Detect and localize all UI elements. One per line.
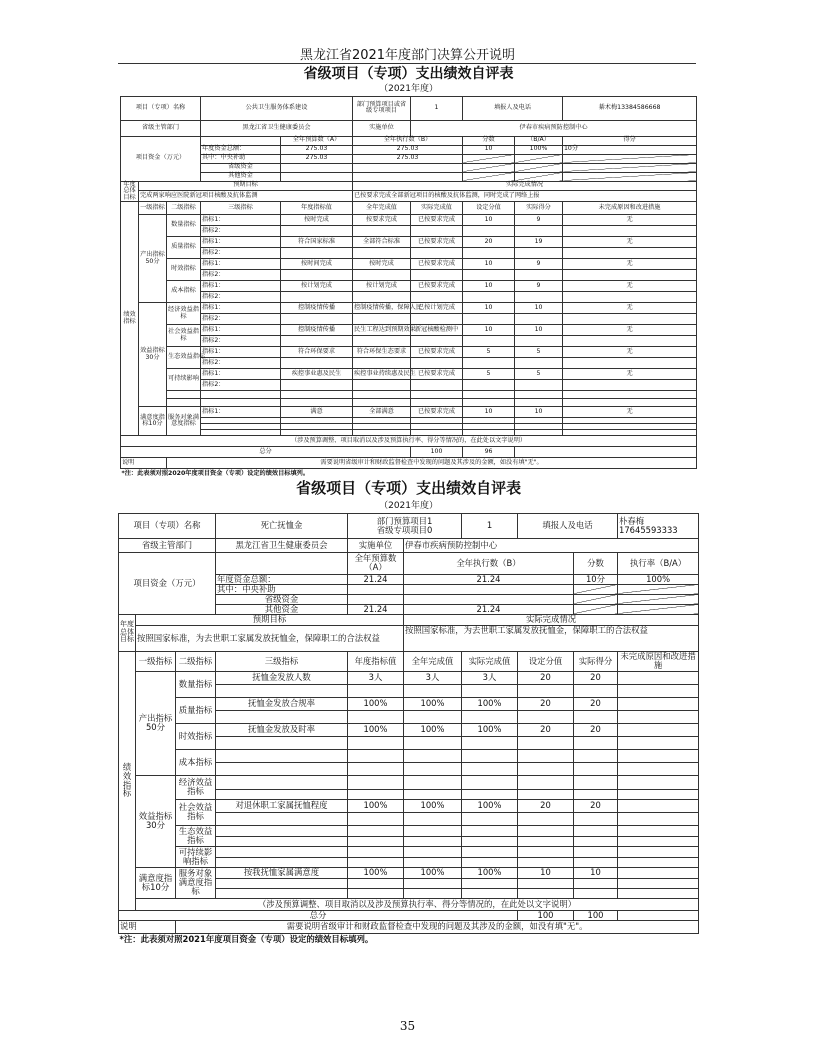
output-label: 产出指标50分: [139, 215, 167, 303]
ind1: 指标1：: [201, 281, 281, 292]
ind1: 指标1：: [201, 259, 281, 270]
cell: 控制疫情传播: [281, 325, 353, 336]
output-label: 产出指标50分: [136, 671, 176, 775]
cell: 100%: [462, 867, 518, 878]
ind2: 指标2：: [201, 226, 281, 237]
funds-label: 项目资金（万元）: [121, 136, 201, 181]
ind2: 指标2：: [201, 336, 281, 347]
h-setscore: 设定分值: [463, 202, 515, 215]
goal-actual-hdr: 实际完成情况: [404, 614, 699, 625]
cell: 100%: [348, 723, 404, 736]
cell: 无: [563, 325, 697, 336]
cell: 100%: [348, 697, 404, 710]
footnote: *注：此表须对照2020年度项目资金（专项）设定的绩效目标填列。: [121, 470, 310, 477]
table-year: （2021年度）: [379, 84, 439, 95]
diag-cell: [618, 594, 699, 604]
cell: 全部满意: [353, 407, 411, 418]
cell: 满意: [281, 407, 353, 418]
cell: 无: [563, 347, 697, 358]
cell: 10: [515, 303, 563, 314]
ind1: 指标1：: [201, 303, 281, 314]
cell: 无: [563, 237, 697, 248]
diag-cell: [574, 594, 618, 604]
cell: 10: [463, 281, 515, 292]
eco-label: 生态效益指标: [176, 825, 216, 846]
cell: 20: [518, 671, 574, 684]
impl-label: 实施单位: [348, 538, 404, 552]
cell: 3人: [462, 671, 518, 684]
col-get: 得分: [563, 136, 697, 145]
quality-label: 质量指标: [167, 237, 201, 259]
cell: 抚恤金发放及时率: [216, 723, 348, 736]
ind2: 指标2：: [201, 380, 281, 391]
col-score: 分数: [574, 552, 618, 574]
goal-expected: 完成两家响应医院新冠项目核酸及抗体监测: [139, 190, 353, 201]
proj-name: 公共卫生服务体系建设: [201, 96, 353, 120]
cell: 新冠核酸检测中: [411, 325, 463, 336]
diag-cell: [463, 154, 515, 163]
cell: 全部符合标准: [353, 237, 411, 248]
cell: 已按要求完成: [411, 369, 463, 380]
row-total-b: 21.24: [404, 574, 574, 584]
contact-value: 朴春梅 17645593333: [618, 513, 699, 538]
cell: 按要求完成: [353, 215, 411, 226]
econ-label: 经济效益指标: [167, 303, 201, 325]
h-l3: 三级指标: [216, 651, 348, 671]
h-reason: 未完成原因和改进措施: [563, 202, 697, 215]
h-done: 全年完成值: [404, 651, 462, 671]
diag-cell: [574, 604, 618, 614]
proj-label: 项目（专项）名称: [119, 513, 216, 538]
cell: 按计划完成: [281, 281, 353, 292]
cell: 5: [463, 369, 515, 380]
ind2: 指标2：: [201, 358, 281, 369]
qty-label: 数量指标: [167, 215, 201, 237]
cell: 100%: [404, 723, 462, 736]
cost-label: 成本指标: [176, 749, 216, 775]
note-explain: （涉及预算调整、项目取消以及涉及预算执行率、得分等情况的，在此处以文字说明）: [121, 436, 697, 447]
h-target: 年度指标值: [281, 202, 353, 215]
cell: 10: [518, 867, 574, 878]
cell: 20: [463, 237, 515, 248]
ind2: 指标2：: [201, 314, 281, 325]
page-number: 35: [399, 1019, 416, 1033]
dept-item-label: 部门预算项目1 省级专项项目0: [348, 513, 462, 538]
h-reason: 未完成原因和改进措施: [618, 651, 699, 671]
ind1: 指标1：: [201, 407, 281, 418]
cell: 无: [563, 215, 697, 226]
cell: 10: [463, 215, 515, 226]
cell: 符合国家标准: [281, 237, 353, 248]
diag-cell: [515, 172, 563, 181]
col-budget: 全年预算数（A）: [281, 136, 353, 145]
cell: 疾控事业惠及民生: [281, 369, 353, 380]
goal-expected-hdr: 预期目标: [139, 181, 353, 190]
cell: 已按要求完成: [411, 237, 463, 248]
cell: 对退休职工家属抚恤程度: [216, 799, 348, 812]
sust-label: 可持续影响: [167, 369, 201, 391]
social-label: 社会效益指标: [176, 799, 216, 825]
cell: 9: [515, 215, 563, 226]
row-total-score: 10: [463, 145, 515, 154]
perf-table-2: [118, 478, 699, 945]
cell: 已按要求完成: [411, 347, 463, 358]
goal-label: 年度总体目标: [121, 181, 139, 202]
satisfy-label: 服务对象满意度指标: [176, 867, 216, 898]
cell: 20: [574, 671, 618, 684]
dept-item-value: 1: [462, 513, 518, 538]
cell: 9: [515, 281, 563, 292]
cell: 19: [515, 237, 563, 248]
col-budget: 全年预算数（A）: [348, 552, 404, 574]
diag-cell: [618, 584, 699, 594]
col-rate: （B/A）: [515, 136, 563, 145]
h-actual: 实际完成值: [462, 651, 518, 671]
time-label: 时效指标: [167, 259, 201, 281]
row-other-b: 21.24: [404, 604, 574, 614]
goal-actual: 按照国家标准，为去世职工家属发放抚恤金，保障职工的合法权益: [404, 625, 699, 651]
econ-label: 经济效益指标: [176, 775, 216, 799]
dept-item-value: 1: [411, 96, 463, 120]
remark-label: 说明: [119, 920, 176, 933]
satis-label: 满意度指标10分: [139, 407, 167, 436]
table-title: 省级项目（专项）支出绩效自评表: [296, 479, 522, 498]
diag-cell: [563, 172, 697, 181]
h-score: 实际得分: [515, 202, 563, 215]
cell: 民生工程达到预期效果: [353, 325, 411, 336]
goal-actual: 已按要求完成全部新冠项目的核酸及抗体监测，同时完成了网络上报: [353, 190, 697, 201]
cell: 100%: [404, 867, 462, 878]
cell: 5: [515, 369, 563, 380]
cell: 按我抚恤家属满意度: [216, 867, 348, 878]
cell: 已按要求完成: [411, 281, 463, 292]
cell: 10: [574, 867, 618, 878]
cell: 已按计划完成: [411, 303, 463, 314]
row-prov-label: 省级资金: [201, 163, 281, 172]
cell: 10: [515, 325, 563, 336]
effect-label: 效益指标30分: [139, 303, 167, 407]
diag-cell: [515, 163, 563, 172]
row-total-rate: 100%: [515, 145, 563, 154]
h-setscore: 设定分值: [518, 651, 574, 671]
total-get: 96: [463, 447, 515, 458]
cell: 10: [463, 259, 515, 270]
row-total-b: 275.03: [353, 145, 463, 154]
note-explain: （涉及预算调整、项目取消以及涉及预算执行率、得分等情况的，在此处以文字说明）: [136, 898, 699, 910]
cell: 9: [515, 259, 563, 270]
cell: 20: [518, 799, 574, 812]
proj-label: 项目（专项）名称: [121, 96, 201, 120]
cell: 5: [463, 347, 515, 358]
row-total-score: 10分: [574, 574, 618, 584]
page-header: 黑龙江省2021年度部门决算公开说明: [299, 48, 516, 63]
ind1: 指标1：: [201, 325, 281, 336]
cell: 抚恤金发放人数: [216, 671, 348, 684]
ind2: 指标2：: [201, 292, 281, 303]
cell: 20: [574, 697, 618, 710]
cell: 20: [518, 723, 574, 736]
remark-label: 说明: [121, 458, 167, 469]
ind1: 指标1：: [201, 369, 281, 380]
cell: 按计划完成: [353, 281, 411, 292]
goal-expected: 按照国家标准，为去世职工家属发放抚恤金，保障职工的合法权益: [136, 625, 404, 651]
cell: 20: [518, 697, 574, 710]
cell: 10: [515, 407, 563, 418]
goal-actual-hdr: 实际完成情况: [353, 181, 697, 190]
h-target: 年度指标值: [348, 651, 404, 671]
row-central-label: 其中：中央补助: [201, 154, 281, 163]
h-actual: 实际完成值: [411, 202, 463, 215]
ind2: 指标2：: [201, 270, 281, 281]
satis-label: 满意度指标10分: [136, 867, 176, 898]
remark-text: 需要说明省级审计和财政监督检查中发现的问题及其涉及的金额，如没有填"无"。: [176, 920, 699, 933]
table-year: （2021年度）: [379, 500, 439, 511]
supervisor-value: 黑龙江省卫生健康委员会: [201, 120, 353, 136]
diag-cell: [563, 163, 697, 172]
col-exec: 全年执行数（B）: [404, 552, 574, 574]
cell: 控制疫情传播: [281, 303, 353, 314]
cell: 无: [563, 303, 697, 314]
table-title: 省级项目（专项）支出绩效自评表: [303, 65, 514, 82]
impl-value: 伊春市疾病预防控制中心: [404, 538, 699, 552]
row-other-label: 其他资金: [216, 604, 348, 614]
diag-cell: [563, 154, 697, 163]
cell: 20: [574, 799, 618, 812]
cell: 疾控事业持续惠及民生: [353, 369, 411, 380]
qty-label: 数量指标: [176, 671, 216, 697]
total-get: 100: [574, 910, 618, 920]
cell: 无: [563, 281, 697, 292]
diag-cell: [618, 604, 699, 614]
satisfy-label: 服务对象满意度指标: [167, 407, 201, 436]
cell: 按时完成: [281, 215, 353, 226]
row-total-label: 年度资金总额：: [216, 574, 348, 584]
impl-label: 实施单位: [353, 120, 411, 136]
impl-value: 伊春市疾病预防控制中心: [411, 120, 697, 136]
row-total-label: 年度资金总额：: [201, 145, 281, 154]
cell: 100%: [348, 799, 404, 812]
supervisor-label: 省级主管部门: [121, 120, 201, 136]
h-l1: 一级指标: [136, 651, 176, 671]
cell: 100%: [462, 799, 518, 812]
contact-label: 填报人及电话: [463, 96, 563, 120]
perf-label: 绩效指标: [119, 651, 136, 910]
total-set: 100: [411, 447, 463, 458]
cell: 100%: [462, 697, 518, 710]
remark-text: 需要说明省级审计和财政监督检查中发现的问题及其涉及的金额，如没有填"无"。: [167, 458, 697, 469]
diag-cell: [515, 154, 563, 163]
effect-label: 效益指标30分: [136, 775, 176, 867]
cell: 无: [563, 259, 697, 270]
row-total-a: 275.03: [281, 145, 353, 154]
total-label: 总分: [121, 447, 411, 458]
goal-label: 年度总体目标: [119, 614, 136, 651]
h-score: 实际得分: [574, 651, 618, 671]
cell: 已按要求完成: [411, 215, 463, 226]
h-l2: 二级指标: [176, 651, 216, 671]
footnote: *注：此表须对照2021年度项目资金（专项）设定的绩效目标填列。: [119, 933, 374, 944]
cell: 符合环保生态要求: [353, 347, 411, 358]
time-label: 时效指标: [176, 723, 216, 749]
proj-name: 死亡抚恤金: [216, 513, 348, 538]
contact-label: 填报人及电话: [518, 513, 618, 538]
perf-table-1: [120, 64, 697, 480]
h-done: 全年完成值: [353, 202, 411, 215]
diag-cell: [463, 163, 515, 172]
cell: 抚恤金发放合规率: [216, 697, 348, 710]
total-set: 100: [518, 910, 574, 920]
h-l1: 一级指标: [139, 202, 167, 215]
cell: 按时完成: [353, 259, 411, 270]
eco-label: 生态效益指标: [167, 347, 201, 369]
goal-expected-hdr: 预期目标: [136, 614, 404, 625]
row-central-b: 275.03: [353, 154, 463, 163]
row-other-a: 21.24: [348, 604, 404, 614]
total-label: 总分: [119, 910, 518, 920]
h-l3: 三级指标: [201, 202, 281, 215]
row-total-a: 21.24: [348, 574, 404, 584]
row-central-a: 275.03: [281, 154, 353, 163]
ind1: 指标1：: [201, 215, 281, 226]
cell: 10: [463, 325, 515, 336]
ind1: 指标1：: [201, 347, 281, 358]
dept-item-label: 部门预算项目或省级专项项目: [353, 96, 411, 120]
cell: 控制疫情传播，保障人民: [353, 303, 411, 314]
cost-label: 成本指标: [167, 281, 201, 303]
ind1: 指标1：: [201, 237, 281, 248]
cell: 3人: [348, 671, 404, 684]
cell: 20: [574, 723, 618, 736]
col-score: 分数: [463, 136, 515, 145]
perf-label: 绩效指标: [121, 202, 139, 436]
cell: 无: [563, 407, 697, 418]
h-l2: 二级指标: [167, 202, 201, 215]
cell: 已按要求完成: [411, 407, 463, 418]
cell: 100%: [404, 697, 462, 710]
social-label: 社会效益指标: [167, 325, 201, 347]
cell: 10: [463, 303, 515, 314]
contact-value: 綦术梅13384586668: [563, 96, 697, 120]
cell: 已按要求完成: [411, 259, 463, 270]
supervisor-label: 省级主管部门: [119, 538, 216, 552]
row-other-label: 其他资金: [201, 172, 281, 181]
row-central-label: 其中：中央补助: [216, 584, 348, 594]
funds-label: 项目资金（万元）: [119, 552, 216, 614]
row-total-rate: 100%: [618, 574, 699, 584]
cell: 100%: [462, 723, 518, 736]
cell: 无: [563, 369, 697, 380]
diag-cell: [463, 172, 515, 181]
quality-label: 质量指标: [176, 697, 216, 723]
cell: 按时间完成: [281, 259, 353, 270]
supervisor-value: 黑龙江省卫生健康委员会: [216, 538, 348, 552]
ind2: 指标2：: [201, 248, 281, 259]
diag-cell: [574, 584, 618, 594]
col-rate: 执行率（B/A）: [618, 552, 699, 574]
cell: 3人: [404, 671, 462, 684]
row-total-get: 10分: [563, 145, 697, 154]
cell: 符合环保要求: [281, 347, 353, 358]
row-prov-label: 省级资金: [216, 594, 348, 604]
cell: 100%: [404, 799, 462, 812]
cell: 100%: [348, 867, 404, 878]
col-exec: 全年执行数（B）: [353, 136, 463, 145]
cell: 5: [515, 347, 563, 358]
sust-label: 可持续影响指标: [176, 846, 216, 867]
cell: 10: [463, 407, 515, 418]
